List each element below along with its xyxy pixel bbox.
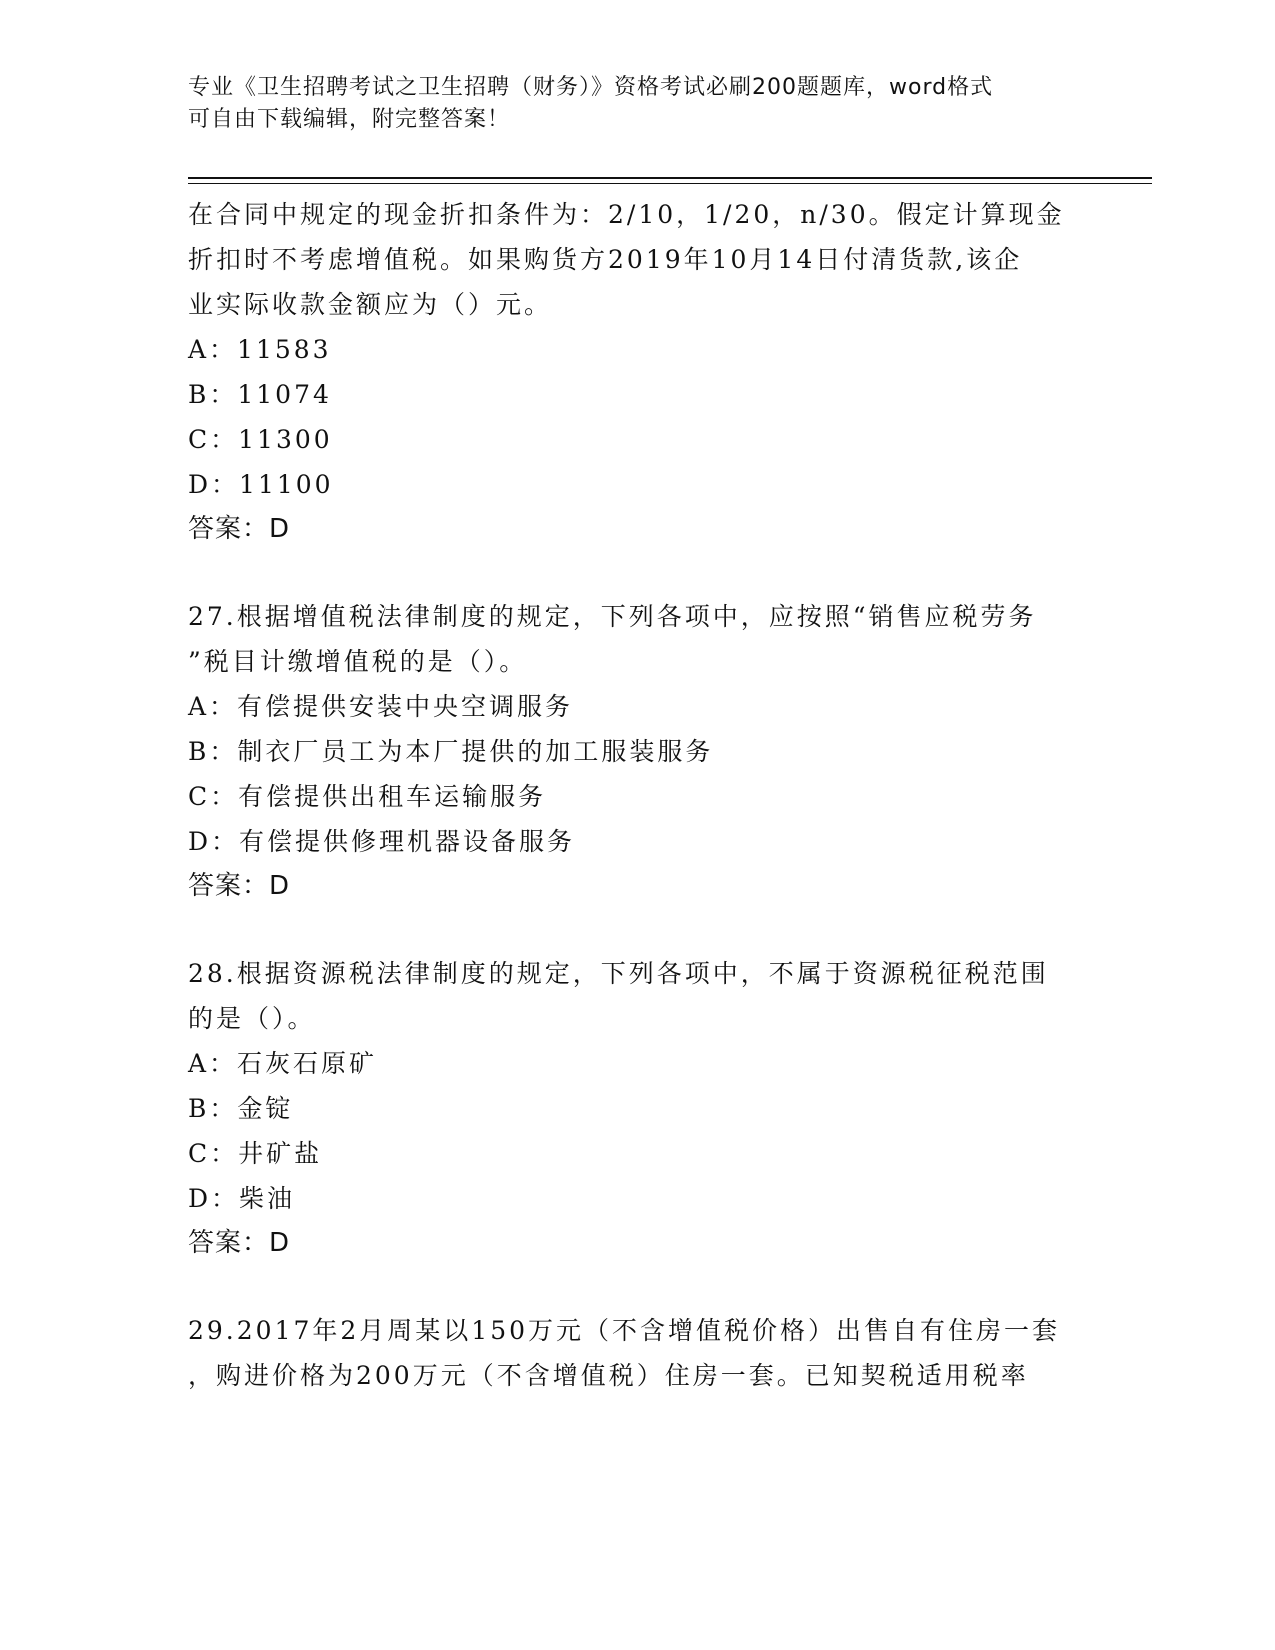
question-text-line: 在合同中规定的现金折扣条件为：2/10，1/20，n/30。假定计算现金 <box>188 200 1065 229</box>
option-b: B：制衣厂员工为本厂提供的加工服装服务 <box>188 737 714 766</box>
option-d: D：11100 <box>188 470 334 499</box>
question-text-line: ”税目计缴增值税的是（）。 <box>188 647 528 676</box>
option-a: A：11583 <box>188 335 332 364</box>
answer-label: 答案：D <box>188 514 291 544</box>
document-header <box>188 72 1088 136</box>
question-text-line: 27.根据增值税法律制度的规定，下列各项中，应按照“销售应税劳务 <box>188 602 1037 631</box>
question-text-line: 28.根据资源税法律制度的规定，下列各项中，不属于资源税征税范围 <box>188 959 1049 988</box>
question-text-line: 的是（）。 <box>188 1004 316 1033</box>
question-29 <box>188 1308 1118 1398</box>
option-d: D：有偿提供修理机器设备服务 <box>188 827 576 856</box>
answer-label: 答案：D <box>188 871 291 901</box>
option-c: C：有偿提供出租车运输服务 <box>188 782 547 811</box>
question-list <box>188 192 1118 1398</box>
question-28 <box>188 951 1118 1266</box>
question-27 <box>188 594 1118 909</box>
question-text-line: 业实际收款金额应为（）元。 <box>188 290 553 319</box>
header-title-line-2: 可自由下载编辑，附完整答案！ <box>188 107 511 132</box>
option-c: C：11300 <box>188 425 333 454</box>
question-text-line: 折扣时不考虑增值税。如果购货方2019年10月14日付清货款,该企 <box>188 245 1023 274</box>
question-text-line: 29.2017年2月周某以150万元（不含增值税价格）出售自有住房一套 <box>188 1316 1061 1345</box>
answer-label: 答案：D <box>188 1228 291 1258</box>
question-26 <box>188 192 1118 552</box>
option-b: B：11074 <box>188 380 332 409</box>
question-text-line: ，购进价格为200万元（不含增值税）住房一套。已知契税适用税率 <box>188 1361 1029 1390</box>
header-divider-thin <box>188 183 1152 184</box>
question-spacer <box>188 909 1118 951</box>
option-c: C：井矿盐 <box>188 1139 323 1168</box>
option-d: D：柴油 <box>188 1184 296 1213</box>
question-spacer <box>188 552 1118 594</box>
header-title-line-1: 专业《卫生招聘考试之卫生招聘（财务）》资格考试必刷200题题库，word格式 <box>188 75 994 100</box>
option-a: A：有偿提供安装中央空调服务 <box>188 692 574 721</box>
question-spacer <box>188 1266 1118 1308</box>
header-divider-thick <box>188 177 1152 179</box>
option-b: B：金锭 <box>188 1094 294 1123</box>
option-a: A：石灰石原矿 <box>188 1049 378 1078</box>
